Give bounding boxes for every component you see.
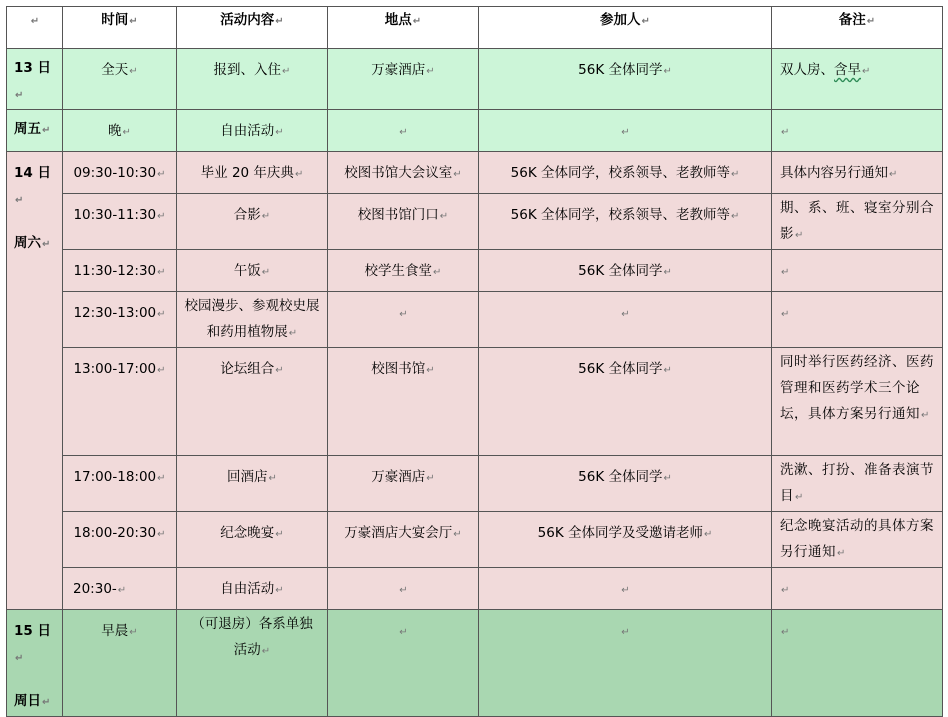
people-cell: ↵: [479, 292, 772, 348]
people-cell: 56K 全体同学↵: [479, 250, 772, 292]
place-cell: ↵: [328, 610, 479, 717]
header-note: 备注↵: [772, 7, 943, 49]
people-cell: 56K 全体同学及受邀请老师↵: [479, 512, 772, 568]
people-cell: 56K 全体同学↵: [479, 348, 772, 456]
note-cell: ↵: [772, 610, 943, 717]
time-cell: 10:30-11:30↵: [63, 194, 177, 250]
place-cell: 万豪酒店大宴会厅↵: [328, 512, 479, 568]
place-cell: ↵: [328, 110, 479, 152]
day-cell-13-date: 13 日↵: [7, 49, 63, 110]
people-cell: 56K 全体同学↵: [479, 456, 772, 512]
table-row: [7, 152, 943, 194]
schedule-table: [6, 6, 943, 717]
place-cell: 万豪酒店↵: [328, 49, 479, 110]
note-cell: 双人房、含早↵: [772, 49, 943, 110]
activity-cell: 报到、入住↵: [177, 49, 328, 110]
people-cell: 56K 全体同学，校系领导、老教师等↵: [479, 194, 772, 250]
activity-cell: 自由活动↵: [177, 568, 328, 610]
time-cell: 13:00-17:00↵: [63, 348, 177, 456]
place-cell: 校图书馆↵: [328, 348, 479, 456]
note-cell: ↵: [772, 568, 943, 610]
note-cell: ↵: [772, 110, 943, 152]
note-cell: 具体内容另行通知↵: [772, 152, 943, 194]
header-blank: ↵: [7, 7, 63, 49]
place-cell: 万豪酒店↵: [328, 456, 479, 512]
place-cell: ↵: [328, 292, 479, 348]
people-cell: 56K 全体同学，校系领导、老教师等↵: [479, 152, 772, 194]
people-cell: ↵: [479, 610, 772, 717]
place-cell: 校学生食堂↵: [328, 250, 479, 292]
activity-cell: 毕业 20 年庆典↵: [177, 152, 328, 194]
activity-cell: （可退房）各系单独活动↵: [177, 610, 328, 717]
table-row: [7, 568, 943, 610]
time-cell: 晚↵: [63, 110, 177, 152]
place-cell: 校图书馆门口↵: [328, 194, 479, 250]
activity-cell: 校园漫步、参观校史展和药用植物展↵: [177, 292, 328, 348]
time-cell: 全天↵: [63, 49, 177, 110]
note-cell: ↵: [772, 250, 943, 292]
time-cell: 12:30-13:00↵: [63, 292, 177, 348]
activity-cell: 纪念晚宴↵: [177, 512, 328, 568]
header-row: [7, 7, 943, 49]
table-row: [7, 348, 943, 456]
activity-cell: 午饭↵: [177, 250, 328, 292]
people-cell: ↵: [479, 568, 772, 610]
header-place: 地点↵: [328, 7, 479, 49]
table-row: [7, 194, 943, 250]
day-cell-15: 15 日↵ 周日↵: [7, 610, 63, 717]
table-row: [7, 49, 943, 110]
activity-cell: 自由活动↵: [177, 110, 328, 152]
activity-cell: 回酒店↵: [177, 456, 328, 512]
day-cell-14: 14 日↵ 周六↵: [7, 152, 63, 610]
people-cell: ↵: [479, 110, 772, 152]
note-cell: 洗漱、打扮、准备表演节目↵: [772, 456, 943, 512]
note-cell: 同时举行医药经济、医药管理和医药学术三个论坛，具体方案另行通知↵: [772, 348, 943, 456]
table-row: [7, 110, 943, 152]
header-time: 时间↵: [63, 7, 177, 49]
place-cell: 校图书馆大会议室↵: [328, 152, 479, 194]
time-cell: 11:30-12:30↵: [63, 250, 177, 292]
people-cell: 56K 全体同学↵: [479, 49, 772, 110]
note-cell: ↵: [772, 292, 943, 348]
note-cell: 纪念晚宴活动的具体方案另行通知↵: [772, 512, 943, 568]
time-cell: 17:00-18:00↵: [63, 456, 177, 512]
time-cell: 09:30-10:30↵: [63, 152, 177, 194]
time-cell: 20:30-↵: [63, 568, 177, 610]
table-row: [7, 512, 943, 568]
table-row: [7, 250, 943, 292]
note-cell: 期、系、班、寝室分别合影↵: [772, 194, 943, 250]
header-people: 参加人↵: [479, 7, 772, 49]
table-row: [7, 292, 943, 348]
day-cell-13-week: 周五↵: [7, 110, 63, 152]
table-row: [7, 610, 943, 717]
table-row: [7, 456, 943, 512]
place-cell: ↵: [328, 568, 479, 610]
time-cell: 18:00-20:30↵: [63, 512, 177, 568]
activity-cell: 合影↵: [177, 194, 328, 250]
time-cell: 早晨↵: [63, 610, 177, 717]
activity-cell: 论坛组合↵: [177, 348, 328, 456]
header-activity: 活动内容↵: [177, 7, 328, 49]
